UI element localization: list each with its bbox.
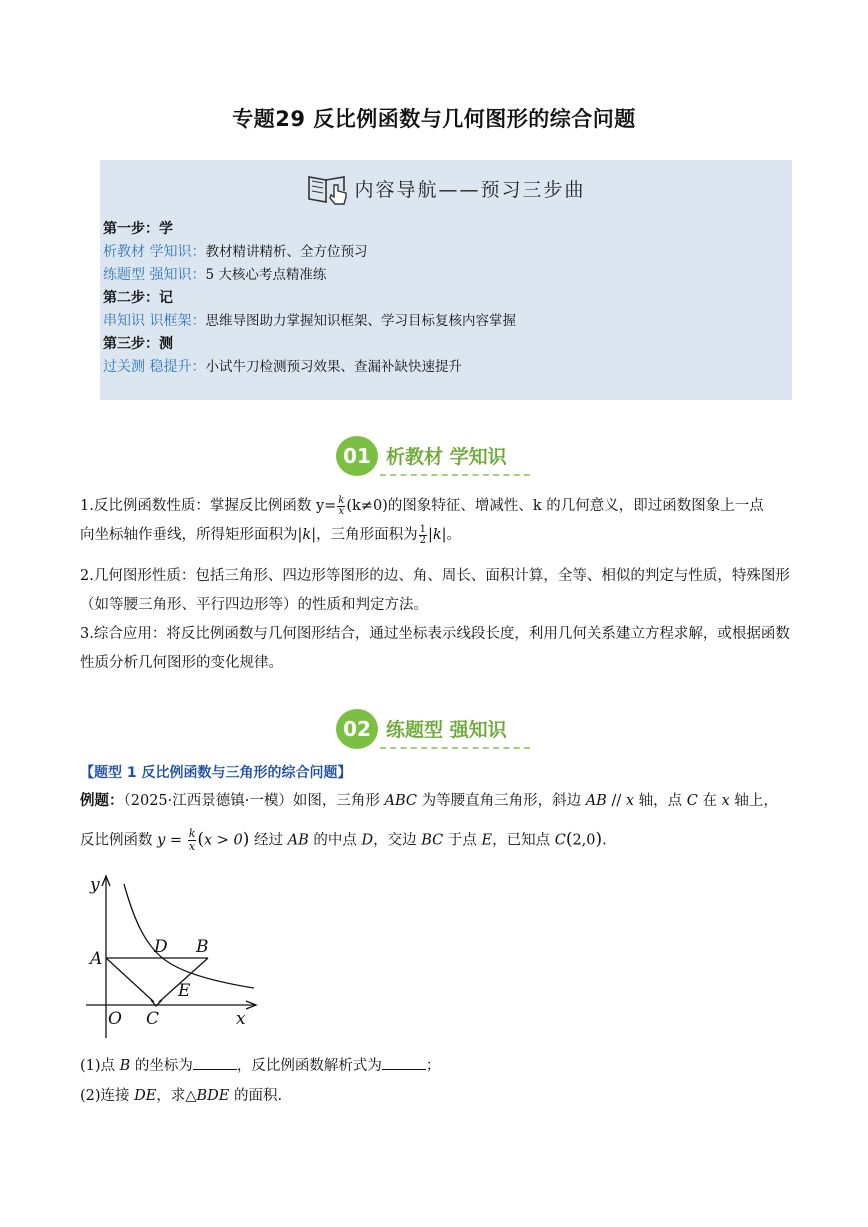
ex-var: ABC bbox=[384, 793, 417, 809]
p1-text-g: |。 bbox=[441, 527, 462, 543]
sub1-text: 的坐标为 bbox=[130, 1058, 193, 1074]
navigation-header-text: 内容导航——预习三步曲 bbox=[354, 178, 586, 201]
p1-text-a: 1.反比例函数性质：掌握反比例函数 y= bbox=[80, 498, 337, 514]
paren-open-2: ( bbox=[565, 829, 573, 850]
ex-var: x bbox=[625, 793, 635, 809]
sub1-var: B bbox=[119, 1058, 131, 1074]
book-pointer-icon bbox=[306, 171, 350, 205]
navigation-box bbox=[100, 160, 792, 400]
half-num: 1 bbox=[419, 523, 426, 535]
paragraph-1 bbox=[80, 492, 792, 550]
nav-row-4-text: 小试牛刀检测预习效果、查漏补缺快速提升 bbox=[205, 359, 462, 375]
half-den: 2 bbox=[419, 534, 426, 546]
ex-var: BC bbox=[421, 832, 444, 849]
section-underline-1 bbox=[380, 474, 530, 476]
p1-text-d: |，三角形面积为 bbox=[311, 527, 418, 543]
nav-row-4 bbox=[103, 356, 783, 379]
nav-row-2 bbox=[103, 264, 783, 287]
ex-point: 2,0 bbox=[572, 832, 596, 849]
frac-den: x bbox=[188, 840, 196, 853]
nav-row-4-label: 过关测 稳提升： bbox=[103, 359, 206, 375]
nav-row-3-label: 串知识 识框架： bbox=[103, 313, 206, 329]
ex-text: . bbox=[602, 832, 607, 849]
ex-text: = bbox=[165, 832, 187, 849]
section-badge-1 bbox=[336, 436, 536, 478]
ex-text: 轴上， bbox=[729, 793, 778, 809]
label-E: E bbox=[178, 981, 191, 1001]
paragraph-3: 3.综合应用：将反比例函数与几何图形结合，通过坐标表示线段长度，利用几何关系建立方程求解，或根据函数性质分析几何图形的变化规律。 bbox=[80, 626, 790, 671]
navigation-steps bbox=[103, 218, 783, 379]
example-line-1 bbox=[80, 790, 792, 812]
frac-den: x bbox=[338, 505, 345, 517]
sub1-text: ，反比例函数解析式为 bbox=[236, 1058, 382, 1074]
sub2-text: 的面积. bbox=[229, 1088, 283, 1104]
example-label: 例题： bbox=[80, 793, 124, 809]
nav-row-2-text: 5 大核心考点精准练 bbox=[205, 267, 327, 283]
ex-var: y bbox=[157, 832, 166, 849]
fraction-one-half bbox=[419, 525, 427, 546]
label-A: A bbox=[90, 949, 103, 969]
section-number-1: 01 bbox=[336, 436, 378, 476]
sub1-text: (1)点 bbox=[80, 1058, 120, 1074]
frac-num: k bbox=[338, 494, 345, 506]
section-label-1: 析教材 学知识 bbox=[386, 446, 507, 468]
ex-var: C bbox=[554, 832, 566, 849]
step-3: 第三步：测 bbox=[103, 336, 173, 352]
question-type-title: 【题型 1 反比例函数与三角形的综合问题】 bbox=[80, 765, 352, 781]
ex-text: 于点 bbox=[443, 832, 482, 849]
label-D: D bbox=[154, 937, 168, 957]
paren-close-2: ) bbox=[595, 829, 603, 850]
fraction-k-over-x bbox=[337, 496, 345, 517]
label-B: B bbox=[196, 937, 209, 957]
nav-row-3 bbox=[103, 310, 783, 333]
fraction-k-over-x-2 bbox=[188, 828, 197, 853]
section-underline-2 bbox=[380, 747, 530, 749]
ex-text: 为等腰直角三角形，斜边 bbox=[416, 793, 586, 809]
section-label-2: 练题型 强知识 bbox=[386, 719, 507, 741]
p1-text-e: | bbox=[427, 527, 433, 543]
label-C: C bbox=[146, 1009, 160, 1029]
function-graph bbox=[86, 870, 266, 1045]
ex-text: 经过 bbox=[249, 832, 288, 849]
step-2: 第二步：记 bbox=[103, 290, 173, 306]
sub2-text: ，求 bbox=[156, 1088, 186, 1104]
ex-text: ，交边 bbox=[373, 832, 422, 849]
ex-text: 在 bbox=[697, 793, 722, 809]
ex-text: 轴，点 bbox=[634, 793, 687, 809]
paren-open: ( bbox=[197, 829, 204, 850]
p1-text-c: 向坐标轴作垂线，所得矩形面积为| bbox=[80, 527, 303, 543]
sub2-var: DE bbox=[134, 1088, 157, 1104]
answer-blank-1[interactable] bbox=[193, 1055, 237, 1070]
nav-row-3-text: 思维导图助力掌握知识框架、学习目标复核内容掌握 bbox=[205, 313, 516, 329]
paragraph-2: 2.几何图形性质：包括三角形、四边形等图形的边、角、周长、面积计算，全等、相似的判定与性质，特殊图形（如等腰三角形、平行四边形等）的性质和判定方法。 bbox=[80, 568, 790, 613]
p1-text-b: (k≠0)的图象特征、增减性、k 的几何意义，即过函数图象上一点 bbox=[346, 498, 764, 514]
ex-text: ，已知点 bbox=[492, 832, 555, 849]
ex-text: 反比例函数 bbox=[80, 832, 158, 849]
frac-num: k bbox=[188, 827, 196, 840]
ex-condition: x > 0 bbox=[204, 832, 243, 849]
sub2-text: (2)连接 bbox=[80, 1088, 135, 1104]
sub-question-2 bbox=[80, 1084, 282, 1105]
paren-close: ) bbox=[242, 829, 250, 850]
ex-var: D bbox=[361, 832, 374, 849]
navigation-header bbox=[100, 168, 792, 208]
segment-AC bbox=[106, 958, 154, 1002]
page-title: 专题29 反比例函数与几何图形的综合问题 bbox=[232, 107, 636, 131]
nav-row-1 bbox=[103, 241, 783, 264]
ex-var: C bbox=[686, 793, 698, 809]
ex-text: // bbox=[606, 793, 626, 809]
nav-row-1-label: 析教材 学知识： bbox=[103, 244, 206, 260]
ex-text: （2025·江西景德镇·一模）如图，三角形 bbox=[123, 793, 385, 809]
nav-row-2-label: 练题型 强知识： bbox=[103, 267, 206, 283]
label-y: y bbox=[90, 875, 100, 895]
sub-question-1 bbox=[80, 1054, 440, 1075]
section-badge-2 bbox=[336, 709, 536, 751]
sub1-text: ； bbox=[425, 1058, 441, 1074]
ex-text: 的中点 bbox=[308, 832, 362, 849]
answer-blank-2[interactable] bbox=[382, 1055, 426, 1070]
ex-var: AB bbox=[585, 793, 607, 809]
label-x: x bbox=[236, 1009, 246, 1029]
example-line-2 bbox=[80, 828, 792, 853]
sub2-triangle: △BDE bbox=[185, 1088, 230, 1104]
ex-var: x bbox=[721, 793, 730, 809]
step-1: 第一步：学 bbox=[103, 221, 173, 237]
label-O: O bbox=[108, 1009, 122, 1029]
p1-k2: k bbox=[432, 527, 442, 543]
hyperbola-curve bbox=[124, 884, 254, 988]
nav-row-1-text: 教材精讲精析、全方位预习 bbox=[205, 244, 368, 260]
p1-k: k bbox=[302, 527, 312, 543]
section-number-2: 02 bbox=[336, 709, 378, 749]
ex-var: AB bbox=[287, 832, 309, 849]
ex-var: E bbox=[481, 832, 493, 849]
